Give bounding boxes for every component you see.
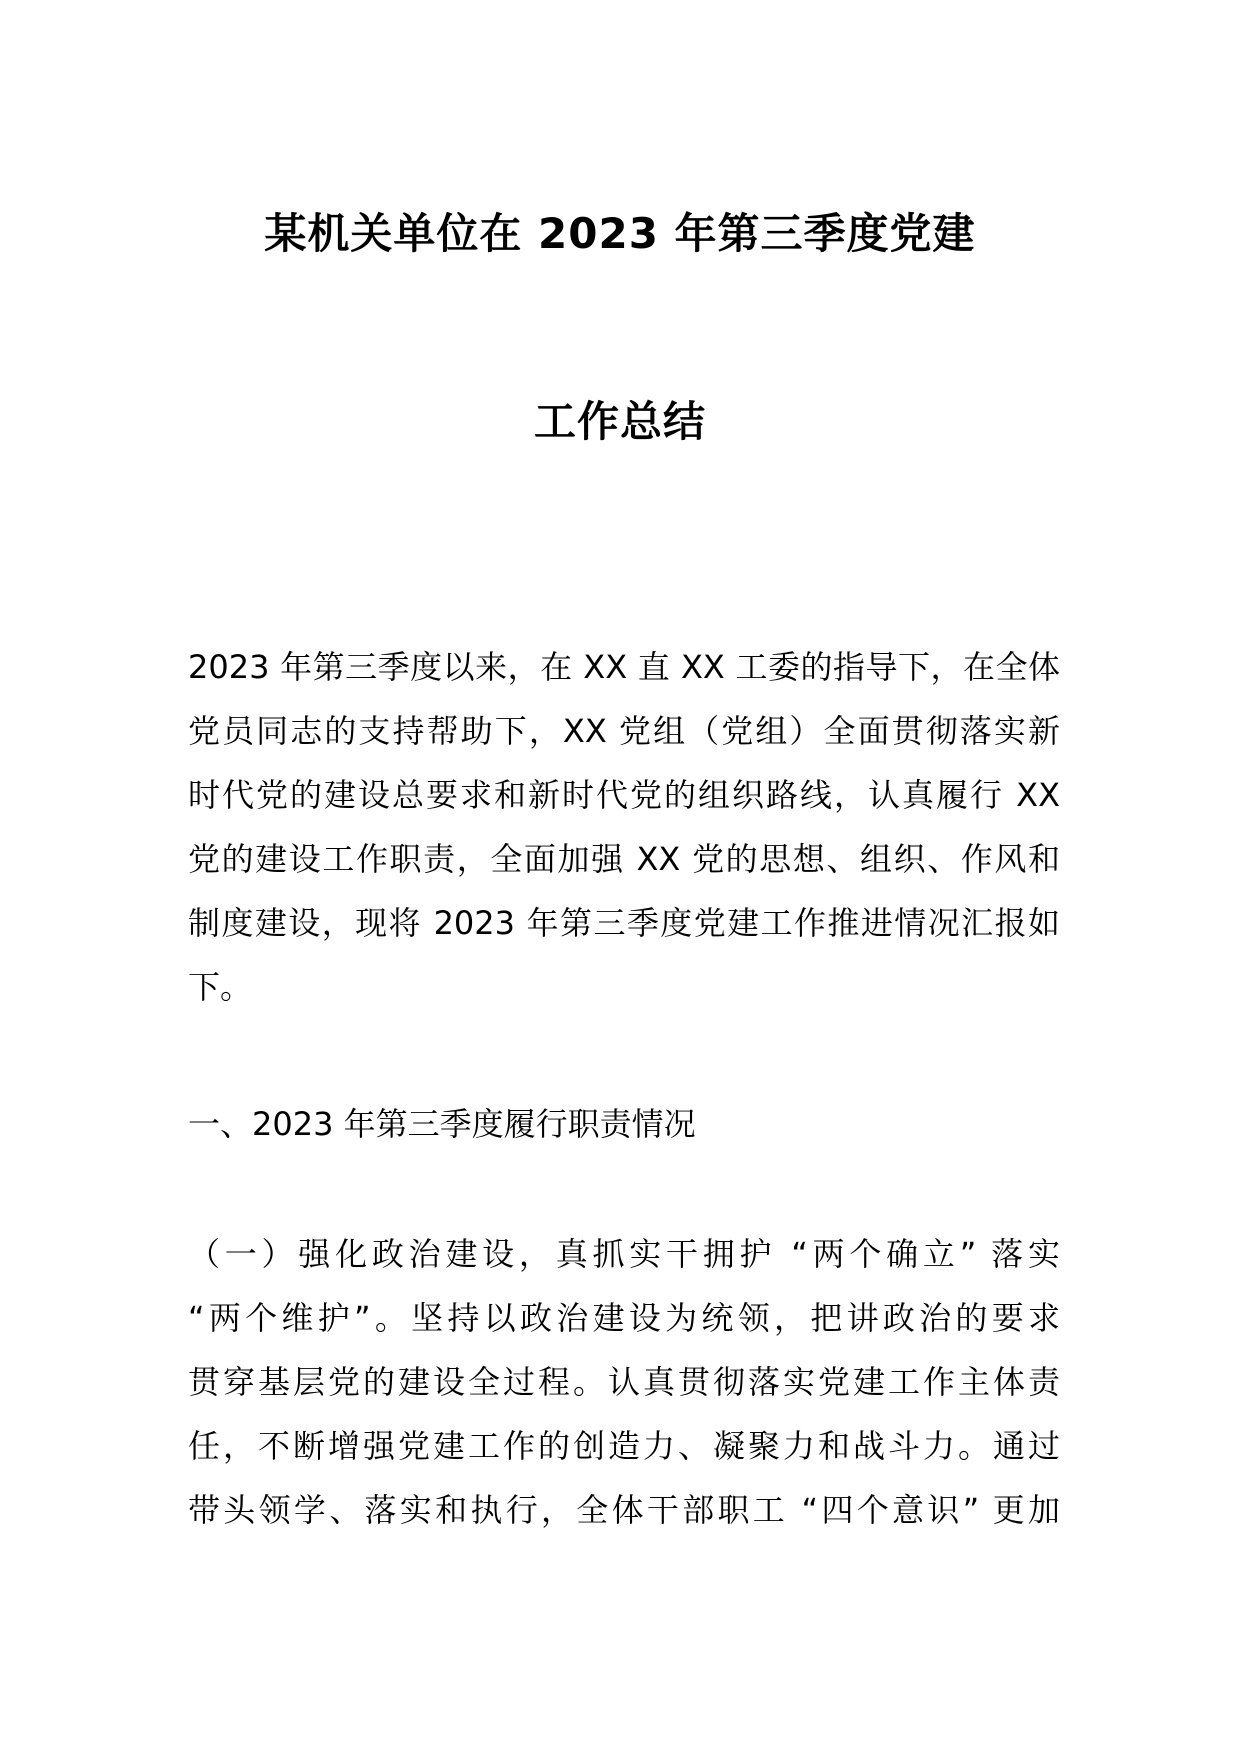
section-line-1: （一）强化政治建设，真抓实干拥护 “两个确立” 落实 — [188, 1235, 1060, 1273]
intro-line-1: 2023 年第三季度以来，在 XX 直 XX 工委的指导下，在全体 — [188, 648, 1060, 686]
section-line-5: 带头领学、落实和执行，全体干部职工 “四个意识” 更加 — [188, 1491, 1060, 1529]
section-paragraph — [188, 1222, 1060, 1542]
section-line-4: 任，不断增强党建工作的创造力、凝聚力和战斗力。通过 — [188, 1427, 1060, 1465]
section-heading-text: 一、2023 年第三季度履行职责情况 — [188, 1105, 696, 1143]
document-title-line-1: 某机关单位在 2023 年第三季度党建 — [264, 209, 976, 258]
intro-line-6: 下。 — [188, 968, 253, 1006]
intro-paragraph — [188, 635, 1060, 1019]
intro-line-3: 时代党的建设总要求和新时代党的组织路线，认真履行 XX — [188, 776, 1060, 814]
intro-line-4: 党的建设工作职责，全面加强 XX 党的思想、组织、作风和 — [188, 840, 1060, 878]
section-line-2: “两个维护”。坚持以政治建设为统领，把讲政治的要求 — [188, 1299, 1060, 1337]
document-title-line-2: 工作总结 — [533, 397, 706, 446]
intro-line-2: 党员同志的支持帮助下，XX 党组（党组）全面贯彻落实新 — [188, 712, 1060, 750]
section-line-3: 贯穿基层党的建设全过程。认真贯彻落实党建工作主体责 — [188, 1363, 1060, 1401]
intro-line-5: 制度建设，现将 2023 年第三季度党建工作推进情况汇报如 — [188, 904, 1060, 942]
section-heading — [188, 1092, 1060, 1156]
